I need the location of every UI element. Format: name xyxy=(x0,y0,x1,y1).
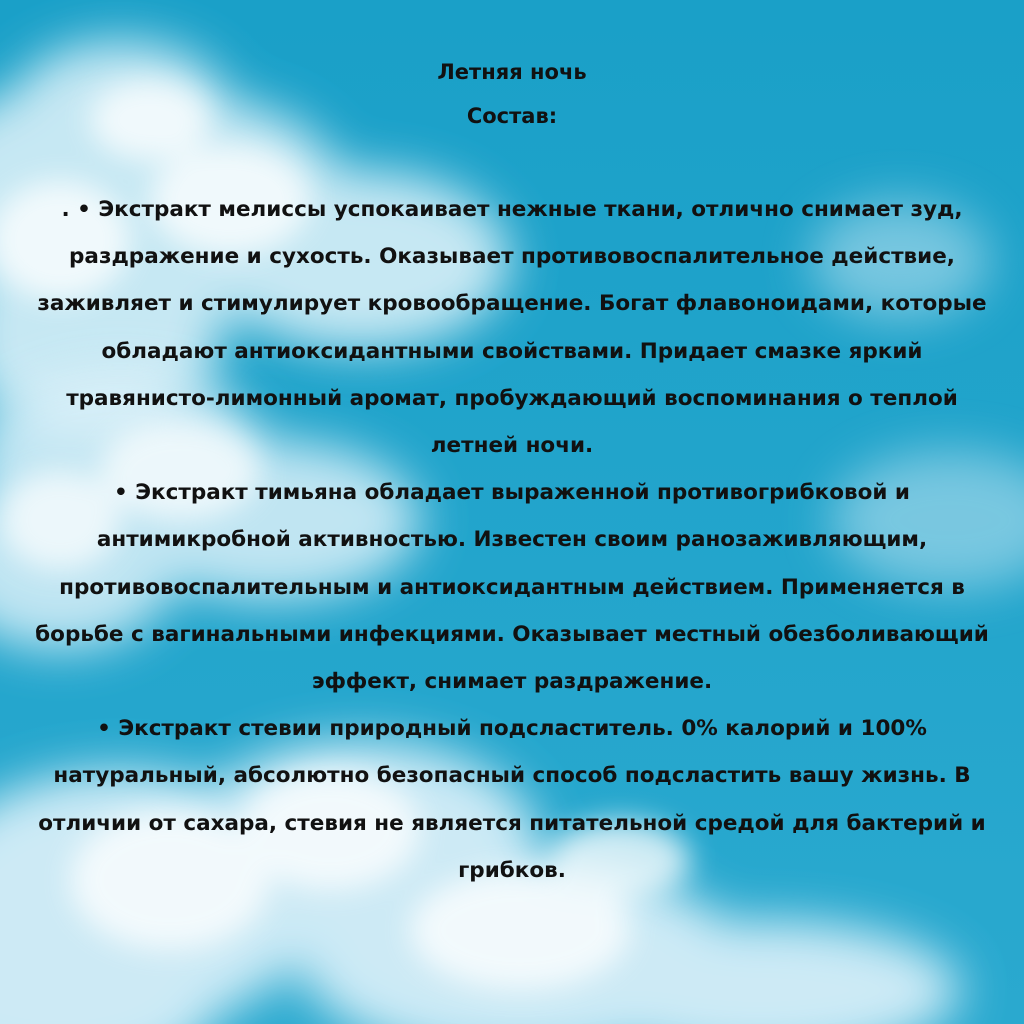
paragraph-stevia: • Экстракт стевии природный подсластитель. 0% калорий и 100% натуральный, абсолютно безопасный способ подсластить вашу жизнь. В отличии от сахара, стевия не является питательной средой для бактерий и грибков. xyxy=(38,716,986,883)
paragraph-thyme: • Экстракт тимьяна обладает выраженной противогрибковой и антимикробной активностью. Известен своим ранозаживляющим, противовоспалительным и антиоксидантным действием. Применяется в борьбе с вагинальными инфекциями. Оказывает местный обезболивающий эффект, снимает раздражение. xyxy=(35,480,989,695)
paragraph-melissa: . • Экстракт мелиссы успокаивает нежные ткани, отлично снимает зуд, раздражение и сухость. Оказывает противовоспалительное действие, заживляет и стимулирует кровообращение. Богат флавоноидами, которые обладают антиоксидантными свойствами. Придает смазке яркий травянисто-лимонный аромат, пробуждающий воспоминания о теплой летней ночи. xyxy=(37,197,987,459)
text-block xyxy=(0,50,1024,894)
composition-heading: Состав: xyxy=(466,104,558,128)
page-title: Летняя ночь xyxy=(437,60,587,84)
